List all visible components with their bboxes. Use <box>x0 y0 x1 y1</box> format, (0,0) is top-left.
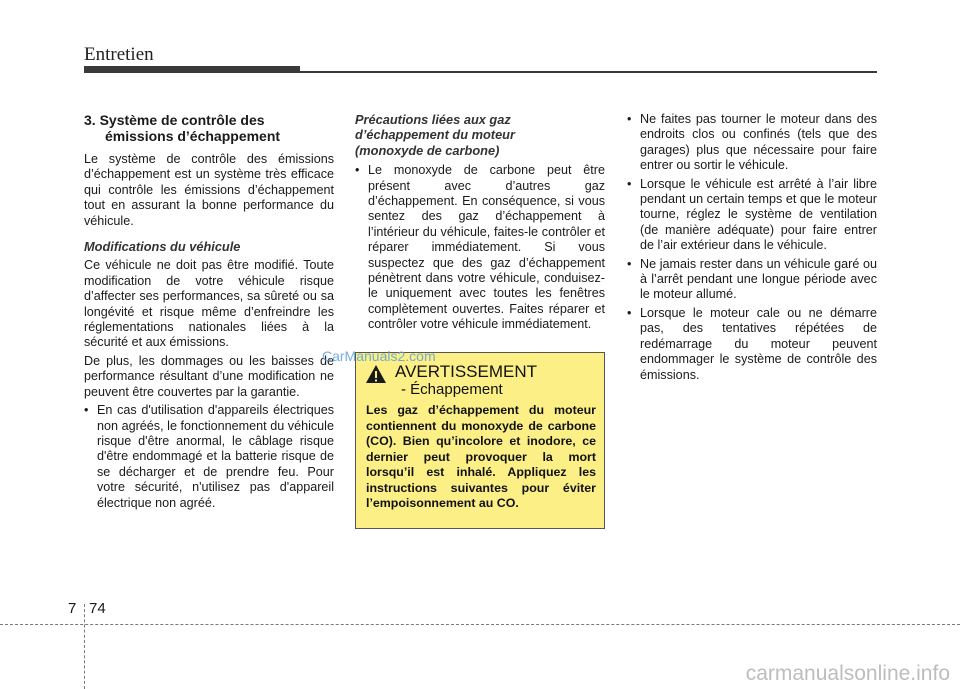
warning-title: AVERTISSEMENT <box>395 362 538 381</box>
warning-subtitle: - Échappement <box>401 381 503 398</box>
subheading-modifications: Modifications du véhicule <box>84 239 241 255</box>
subheading-line1: Précautions liées aux gaz <box>355 112 511 127</box>
watermark-top: CarManuals2.com <box>322 348 436 364</box>
list-item: • En cas d'utilisation d'appareils électriques non agréés, le fonctionnement du véhicule risque d'être anormal, le câblage risque d'être endommagé et la batterie risque de se décharger et de prendre feu. Pour votre sécurité, n'utilisez pas d'appareil électrique non agréé. <box>84 403 334 511</box>
bullet-list-right <box>627 112 877 383</box>
watermark-bottom[interactable]: carmanualsonline.info <box>745 662 950 685</box>
subheading-line2: d’échappement du moteur <box>355 127 515 143</box>
header-bar <box>84 66 300 73</box>
column-left <box>84 112 334 514</box>
list-item: • Ne jamais rester dans un véhicule garé ou à l’arrêt pendant une longue période avec le moteur allumé. <box>627 257 877 303</box>
intro-paragraph: Le système de contrôle des émissions d’échappement est un système très efficace qui contrôle les émissions d’échappement tout en assurant la bonne performance du véhicule. <box>84 152 334 228</box>
modification-paragraph: Ce véhicule ne doit pas être modifié. Toute modification de votre véhicule risque d’affecter ses performances, sa sûreté ou sa longévité et risque même d’enfreindre les réglementations nationales liées à la sécurité et aux émissions. <box>84 258 334 350</box>
list-item: • Ne faites pas tourner le moteur dans des endroits clos ou confinés (tels que des garages) plus que nécessaire pour faire entrer ou sortir le véhicule. <box>627 112 877 174</box>
bullet-list-middle <box>355 163 605 332</box>
section-title-line2: émissions d’échappement <box>105 128 281 144</box>
column-middle <box>355 112 605 336</box>
warning-text: Les gaz d’échappement du moteur contiennent du monoxyde de carbone (CO). Bien qu’incolore et inodore, ce dernier peut provoquer la mort lorsqu’il est inhalé. Appliquez les instructions suivantes pour éviter l’empoisonnement au CO. <box>366 403 596 510</box>
header-rule <box>300 71 877 73</box>
subheading-line3: (monoxyde de carbone) <box>355 142 500 158</box>
list-item: • Lorsque le véhicule est arrêté à l’air libre pendant un certain temps et que le moteur tourne, réglez le système de ventilation (de manière adéquate) pour faire entrer de l’air extérieur dans le véhicule. <box>627 177 877 254</box>
section-title <box>84 112 334 144</box>
chapter-title: Entretien <box>84 44 154 65</box>
page-number: 74 <box>89 600 106 617</box>
list-item: • Lorsque le moteur cale ou ne démarre pas, des tentatives répétées de redémarrage du moteur peuvent endommager le système de contrôle des émissions. <box>627 306 877 383</box>
warning-triangle-icon <box>365 364 387 384</box>
footer-divider <box>84 604 85 689</box>
section-title-line1: 3. Système de contrôle des <box>84 112 265 128</box>
warning-box <box>355 352 605 529</box>
list-item: • Le monoxyde de carbone peut être présent avec d’autres gaz d’échappement. En conséquence, si vous sentez des gaz d’échappement à l’intérieur du véhicule, faites-le contrôler et réparer immédiatement. Si vous suspectez que des gaz d’échappement pénètrent dans votre véhicule, conduisez-le uniquement avec toutes les fenêtres complètement ouvertes. Faites réparer et contrôler votre véhicule immédiatement. <box>355 163 605 332</box>
subheading-precautions <box>355 112 605 158</box>
column-right <box>627 112 877 386</box>
footer-rule <box>0 624 960 625</box>
chapter-number: 7 <box>68 600 77 617</box>
warranty-paragraph: De plus, les dommages ou les baisses de performance résultant d’une modification ne peuvent être couvertes par la garantie. <box>84 353 334 399</box>
bullet-list-left <box>84 403 334 511</box>
